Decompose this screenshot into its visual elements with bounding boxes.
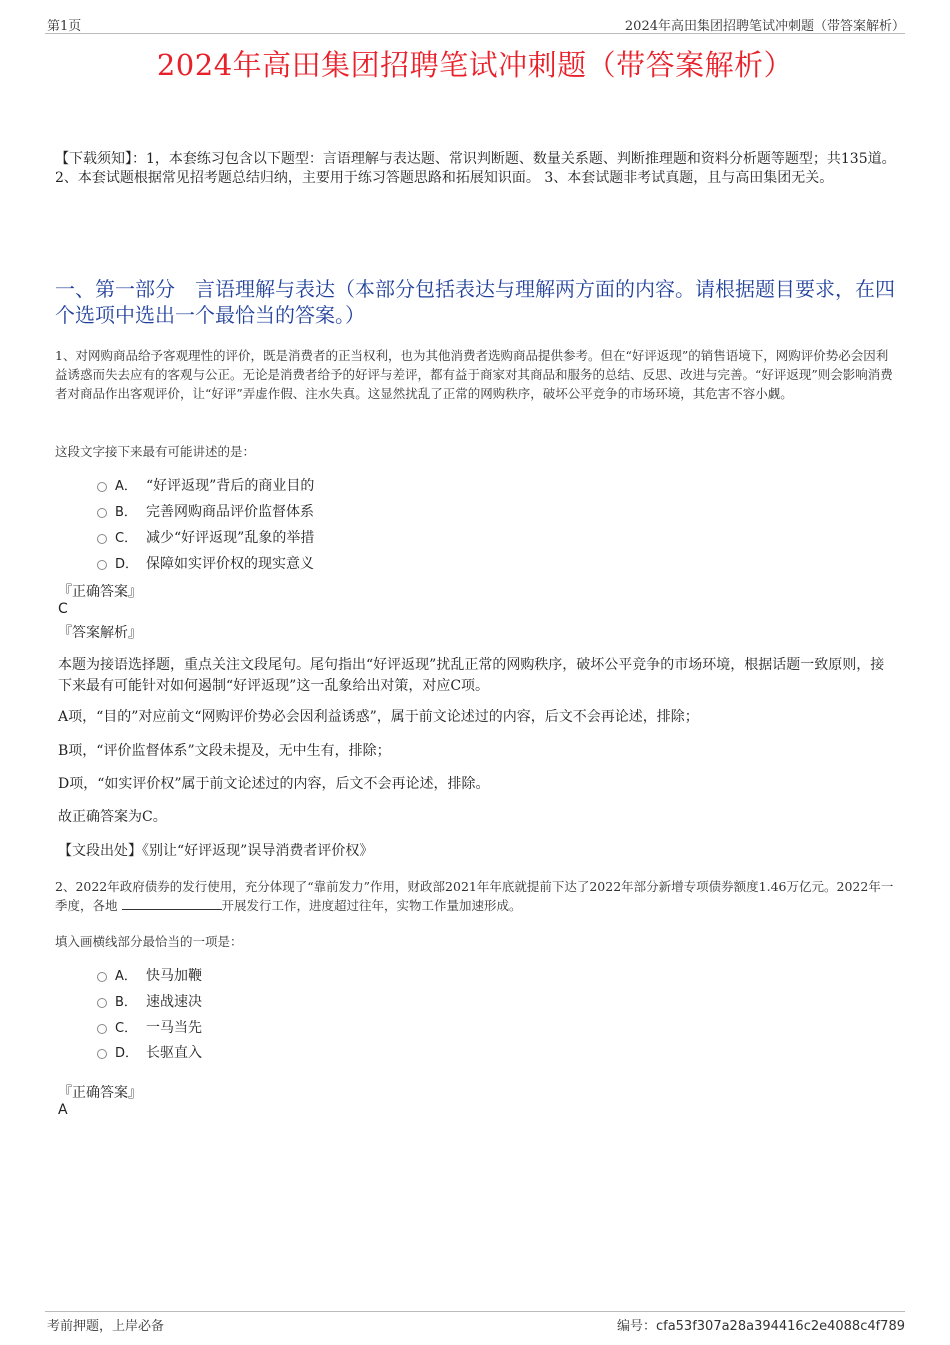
q1-analysis-heading: 『答案解析』: [58, 625, 142, 641]
footer-divider: [45, 1311, 905, 1312]
q1-option-d[interactable]: D． 保障如实评价权的现实意义: [97, 554, 314, 574]
radio-icon[interactable]: [97, 560, 107, 570]
q1-analysis-conclusion: 故正确答案为C。: [58, 809, 167, 825]
radio-icon[interactable]: [97, 1049, 107, 1059]
q1-answer: C: [58, 601, 68, 617]
question-1-prompt: 这段文字接下来最有可能讲述的是：: [55, 444, 256, 459]
header-divider: [45, 33, 905, 34]
radio-icon[interactable]: [97, 998, 107, 1008]
download-notice: 【下载须知】：1，本套练习包含以下题型：言语理解与表达题、常识判断题、数量关系题、判断推理题和资料分析题等题型；共135道。 2、本套试题根据常见招考题总结归纳，主要用于练习答题思路和拓展知识面。 3、本套试题非考试真题，且与高田集团无关。: [55, 151, 896, 186]
document-title: 2024年高田集团招聘笔试冲刺题（带答案解析）: [156, 48, 794, 82]
question-1-stem: 1、对网购商品给予客观理性的评价，既是消费者的正当权利，也为其他消费者选购商品提供参考。但在“好评返现”的销售语境下，网购评价势必会因利益诱惑而失去应有的客观与公正。无论是消费者给予的好评与差评，都有益于商家对其商品和服务的总结、反思、改进与完善。“好评返现”则会影响消费者对商品作出客观评价，让“好评”弄虚作假、注水失真。这显然扰乱了正常的网购秩序，破坏公平竞争的市场环境，其危害不容小觑。: [55, 348, 893, 401]
running-header-title: 2024年高田集团招聘笔试冲刺题（带答案解析）: [624, 19, 905, 34]
q1-analysis-paragraph: D项，“如实评价权”属于前文论述过的内容，后文不会再论述，排除。: [58, 776, 490, 792]
q2-option-c[interactable]: C． 一马当先: [97, 1018, 202, 1038]
q1-answer-heading: 『正确答案』: [58, 584, 142, 600]
q2-option-a[interactable]: A． 快马加鞭: [97, 966, 202, 986]
page-number: 第1页: [47, 19, 82, 34]
q2-option-d[interactable]: D． 长驱直入: [97, 1043, 202, 1063]
footer-slogan: 考前押题，上岸必备: [47, 1319, 165, 1334]
q1-source: 【文段出处】《别让“好评返现”误导消费者评价权》: [58, 843, 374, 859]
section-heading: 一、第一部分 言语理解与表达（本部分包括表达与理解两方面的内容。请根据题目要求，在四个选项中选出一个最恰当的答案。）: [55, 277, 895, 327]
q1-option-a[interactable]: A． “好评返现”背后的商业目的: [97, 476, 314, 496]
q2-answer: A: [58, 1102, 68, 1118]
q1-option-c[interactable]: C． 减少“好评返现”乱象的举措: [97, 528, 314, 548]
radio-icon[interactable]: [97, 1024, 107, 1034]
q2-option-b[interactable]: B． 速战速决: [97, 992, 202, 1012]
q1-analysis-paragraph: 本题为接语选择题，重点关注文段尾句。尾句指出“好评返现”扰乱正常的网购秩序，破坏公平竞争的市场环境，根据话题一致原则，接下来最有可能针对如何遏制“好评返现”这一乱象给出对策，对应C项。: [58, 657, 885, 694]
radio-icon[interactable]: [97, 508, 107, 518]
radio-icon[interactable]: [97, 534, 107, 544]
question-2-stem: 2、2022年政府债券的发行使用，充分体现了“靠前发力”作用，财政部2021年年底就提前下达了2022年部分新增专项债券额度1.46万亿元。2022年一季度，各地 开展发行工作，进度超过往年，实物工作量加速形成。: [55, 879, 894, 913]
q2-answer-heading: 『正确答案』: [58, 1085, 142, 1101]
q1-analysis-paragraph: B项，“评价监督体系”文段未提及，无中生有，排除；: [58, 743, 391, 759]
footer-code: 编号：cfa53f307a28a394416c2e4088c4f789: [616, 1319, 905, 1334]
radio-icon[interactable]: [97, 972, 107, 982]
question-2-prompt: 填入画横线部分最恰当的一项是：: [55, 934, 243, 949]
fill-blank: [122, 897, 222, 910]
q1-option-b[interactable]: B． 完善网购商品评价监督体系: [97, 502, 314, 522]
q1-analysis-paragraph: A项，“目的”对应前文“网购评价势必会因利益诱惑”，属于前文论述过的内容，后文不会再论述，排除；: [58, 709, 699, 725]
radio-icon[interactable]: [97, 482, 107, 492]
